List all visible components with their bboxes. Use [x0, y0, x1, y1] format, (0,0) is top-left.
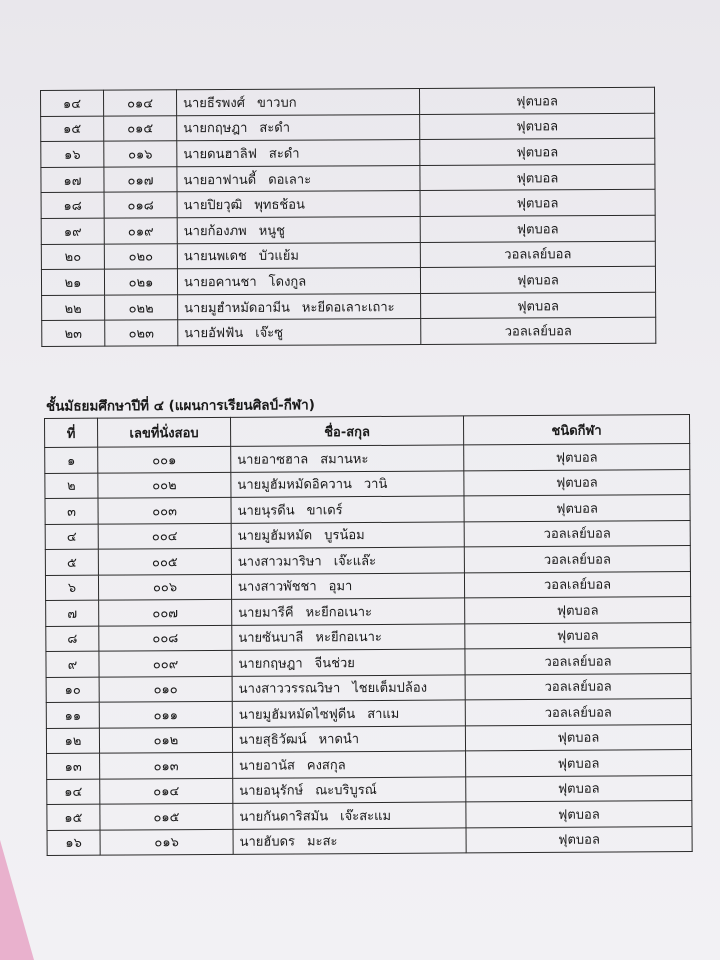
first-name: นายฮับดร: [239, 834, 296, 851]
sport-type: ฟุตบอล: [420, 138, 655, 165]
header-seat: เลขที่นั่งสอบ: [98, 417, 231, 447]
seat-number: ๐๐๔: [98, 523, 231, 549]
last-name: หะยีกอเนาะ: [305, 604, 373, 621]
last-name: หะยีดอเลาะเถาะ: [301, 299, 395, 316]
first-name: นายกฤษฎา: [238, 656, 303, 672]
last-name: ขาเดร์: [306, 502, 343, 519]
table-row: [46, 622, 691, 651]
table-row: [45, 469, 690, 498]
first-name: นายอคานชา: [183, 274, 257, 291]
last-name: หาดนำ: [318, 732, 360, 748]
student-name: [231, 445, 464, 472]
sport-type: ฟุตบอล: [465, 597, 691, 624]
student-name: [233, 776, 466, 803]
table-row: [42, 292, 656, 321]
sport-type: ฟุตบอล: [419, 87, 654, 114]
first-name: นายสุธิวัฒน์: [238, 732, 307, 749]
table-row: [47, 750, 692, 779]
table-row: [41, 266, 655, 295]
table-row: [46, 699, 691, 728]
first-name: นายอัฟฟัน: [184, 326, 244, 342]
last-name: พุทธช้อน: [254, 197, 305, 214]
first-name: นายมูฮัมหมัดอิควาน: [237, 477, 352, 494]
student-name: [233, 802, 466, 829]
row-number: ๑๔: [41, 90, 104, 116]
last-name: เจ๊ะสะแม: [340, 808, 392, 824]
seat-number: ๐๑๔: [104, 90, 177, 116]
student-name: [177, 165, 420, 192]
table-body: [45, 444, 692, 856]
row-number: ๑๒: [46, 728, 99, 754]
row-number: ๑๐: [46, 677, 99, 703]
seat-number: ๐๑๓: [100, 752, 233, 778]
sport-type: ฟุตบอล: [466, 775, 692, 802]
row-number: ๑๓: [47, 753, 100, 779]
student-name: [177, 268, 420, 295]
last-name: สมานหะ: [320, 451, 369, 468]
sport-type: ฟุตบอล: [420, 164, 655, 191]
student-name: [177, 140, 420, 167]
first-name: นางสาวมาริษา: [237, 554, 322, 570]
table-row: [42, 318, 656, 347]
first-name: นายอนุรักษ์: [239, 783, 304, 800]
header-no: ที่: [45, 418, 98, 447]
last-name: สะดำ: [259, 121, 291, 137]
first-name: นายกฤษฎา: [183, 121, 248, 137]
seat-number: ๐๑๑: [99, 701, 232, 727]
row-number: ๒๒: [42, 295, 105, 321]
first-name: นายนุรดีน: [237, 503, 295, 519]
seat-number: ๐๒๒: [105, 295, 178, 321]
table-row: [45, 444, 690, 473]
row-number: ๑๕: [47, 804, 100, 830]
sport-type: ฟุตบอล: [465, 724, 691, 751]
sport-type: ฟุตบอล: [420, 266, 655, 293]
last-name: ดอเลาะ: [268, 172, 312, 188]
sport-type: วอลเลย์บอล: [420, 241, 655, 268]
first-name: นายกันดาริสมัน: [239, 809, 329, 825]
student-name: [177, 191, 420, 218]
table-body: [41, 87, 656, 346]
seat-number: ๐๑๕: [104, 115, 177, 141]
table-header-row: [45, 415, 690, 448]
sport-type: ฟุตบอล: [420, 113, 655, 140]
last-name: ณะบริบูรณ์: [315, 783, 377, 799]
last-name: วานิ: [363, 477, 388, 493]
student-name: [233, 751, 466, 778]
last-name: สาแม: [367, 706, 400, 722]
seat-number: ๐๑๐: [99, 676, 232, 702]
row-number: ๔: [45, 524, 98, 550]
seat-number: ๐๐๒: [98, 472, 231, 498]
table-row: [41, 215, 655, 244]
row-number: ๕: [45, 549, 98, 575]
first-name: นายซันบาลี: [238, 630, 304, 647]
last-name: มะสะ: [306, 834, 338, 850]
seat-number: ๐๑๕: [100, 803, 233, 829]
seat-number: ๐๐๑: [98, 446, 231, 472]
row-number: ๒๓: [42, 321, 105, 347]
table-row: [41, 241, 655, 270]
student-table-continued: [40, 87, 656, 347]
table-row: [46, 648, 691, 677]
seat-number: ๐๐๘: [99, 625, 232, 651]
row-number: ๑๖: [41, 141, 104, 167]
table-row: [45, 571, 690, 600]
last-name: โดงกูล: [268, 274, 307, 290]
row-number: ๒: [45, 473, 98, 499]
student-name: [231, 521, 464, 548]
table-row: [45, 546, 690, 575]
seat-number: ๐๐๙: [99, 650, 232, 676]
last-name: เจ๊ะแล๊ะ: [333, 553, 377, 569]
last-name: บูรน้อม: [324, 528, 365, 544]
student-table-m4: [44, 414, 693, 856]
first-name: นายมูฮำหมัดอามีน: [184, 300, 290, 316]
sport-type: ฟุตบอล: [421, 292, 656, 319]
table-row: [41, 113, 655, 142]
sport-type: ฟุตบอล: [420, 215, 655, 242]
sport-type: วอลเลย์บอล: [464, 546, 690, 573]
table-row: [41, 138, 655, 167]
student-name: [178, 293, 421, 320]
first-name: นายนพเดช: [183, 249, 247, 265]
sport-type: วอลเลย์บอล: [464, 520, 690, 547]
seat-number: ๐๒๑: [104, 269, 177, 295]
row-number: ๙: [46, 651, 99, 677]
sport-type: ฟุตบอล: [466, 826, 692, 853]
pink-paper-corner: [0, 840, 34, 960]
header-sport: ชนิดกีฬา: [463, 415, 689, 445]
table-row: [45, 520, 690, 549]
last-name: จีนช่วย: [314, 655, 355, 672]
seat-number: ๐๐๗: [99, 599, 232, 625]
last-name: หนูชู: [258, 223, 286, 239]
seat-number: ๐๒๐: [104, 243, 177, 269]
row-number: ๑๗: [41, 167, 104, 193]
seat-number: ๐๑๖: [100, 829, 233, 855]
table-row: [47, 826, 692, 855]
sport-type: วอลเลย์บอล: [464, 571, 690, 598]
seat-number: ๐๑๒: [99, 727, 232, 753]
first-name: นายปิยวุฒิ: [183, 198, 243, 214]
table-row: [47, 775, 692, 804]
row-number: ๑: [45, 447, 98, 473]
row-number: ๓: [45, 498, 98, 524]
student-name: [177, 114, 420, 141]
table-row: [45, 495, 690, 524]
last-name: สะดำ: [268, 146, 300, 162]
first-name: นายมูฮัมหมัด: [237, 528, 313, 545]
row-number: ๑๖: [47, 830, 100, 856]
seat-number: ๐๐๕: [98, 548, 231, 574]
student-name: [233, 827, 466, 854]
student-name: [231, 470, 464, 497]
last-name: หะยีกอเนาะ: [315, 630, 382, 646]
sport-type: ฟุตบอล: [465, 622, 691, 649]
sport-type: ฟุตบอล: [464, 444, 690, 471]
student-name: [232, 700, 465, 727]
first-name: นางสาววรรณวิษา: [238, 681, 341, 698]
row-number: ๘: [46, 626, 99, 652]
first-name: นายอาซฮาล: [237, 452, 309, 468]
row-number: ๑๑: [46, 702, 99, 728]
row-number: ๑๙: [41, 218, 104, 244]
table-row: [46, 724, 691, 753]
first-name: นายธีรพงศ์: [183, 95, 246, 112]
last-name: อุมา: [328, 579, 353, 595]
seat-number: ๐๑๙: [104, 218, 177, 244]
seat-number: ๐๐๖: [98, 574, 231, 600]
seat-number: ๐๑๘: [104, 192, 177, 218]
sport-type: วอลเลย์บอล: [465, 673, 691, 700]
sport-type: ฟุตบอล: [466, 750, 692, 777]
seat-number: ๐๒๓: [105, 320, 178, 346]
student-name: [232, 649, 465, 676]
student-name: [231, 547, 464, 574]
student-name: [232, 598, 465, 625]
first-name: นายดนฮาลิฟ: [183, 146, 257, 163]
table-row: [47, 801, 692, 830]
student-name: [177, 216, 420, 243]
seat-number: ๐๐๓: [98, 497, 231, 523]
student-name: [178, 319, 421, 346]
sport-type: ฟุตบอล: [466, 801, 692, 828]
row-number: ๑๔: [47, 779, 100, 805]
table-row: [41, 164, 655, 193]
table-row: [41, 190, 655, 219]
sport-type: วอลเลย์บอล: [465, 648, 691, 675]
student-name: [177, 242, 420, 269]
seat-number: ๐๑๖: [104, 141, 177, 167]
sport-type: ฟุตบอล: [464, 469, 690, 496]
row-number: ๖: [45, 575, 98, 601]
last-name: คงสกุล: [306, 757, 346, 774]
first-name: นางสาวพัชชา: [237, 579, 317, 596]
last-name: บัวแย้ม: [258, 249, 300, 265]
student-name: [177, 89, 420, 116]
last-name: เจ๊ะซู: [255, 325, 284, 342]
sport-type: ฟุตบอล: [420, 190, 655, 217]
section-heading: ชั้นมัธยมศึกษาปีที่ ๔ (แผนการเรียนศิลป์-กีฬา): [45, 397, 315, 415]
student-name: [232, 623, 465, 650]
row-number: ๗: [46, 600, 99, 626]
seat-number: ๐๑๗: [104, 167, 177, 193]
table-row: [46, 673, 691, 702]
row-number: ๒๐: [41, 244, 104, 270]
first-name: นายมูฮัมหมัดไซฟูดีน: [238, 706, 356, 723]
student-name: [231, 496, 464, 523]
first-name: นายก้องภพ: [183, 223, 247, 240]
header-name: ชื่อ-สกุล: [230, 416, 463, 446]
student-name: [232, 725, 465, 752]
first-name: นายอานัส: [239, 758, 295, 774]
table-row: [46, 597, 691, 626]
student-name: [232, 674, 465, 701]
row-number: ๑๕: [41, 116, 104, 142]
last-name: ขาวบก: [256, 95, 297, 111]
row-number: ๑๘: [41, 193, 104, 219]
student-name: [231, 572, 464, 599]
sport-type: วอลเลย์บอล: [421, 318, 656, 345]
last-name: ไชยเต็มปล้อง: [352, 680, 428, 697]
first-name: นายอาฟานดี้: [183, 172, 257, 188]
sport-type: ฟุตบอล: [464, 495, 690, 522]
sport-type: วอลเลย์บอล: [465, 699, 691, 726]
seat-number: ๐๑๔: [100, 778, 233, 804]
first-name: นายมารีคี: [238, 605, 294, 621]
table-row: [41, 87, 655, 116]
row-number: ๒๑: [41, 269, 104, 295]
